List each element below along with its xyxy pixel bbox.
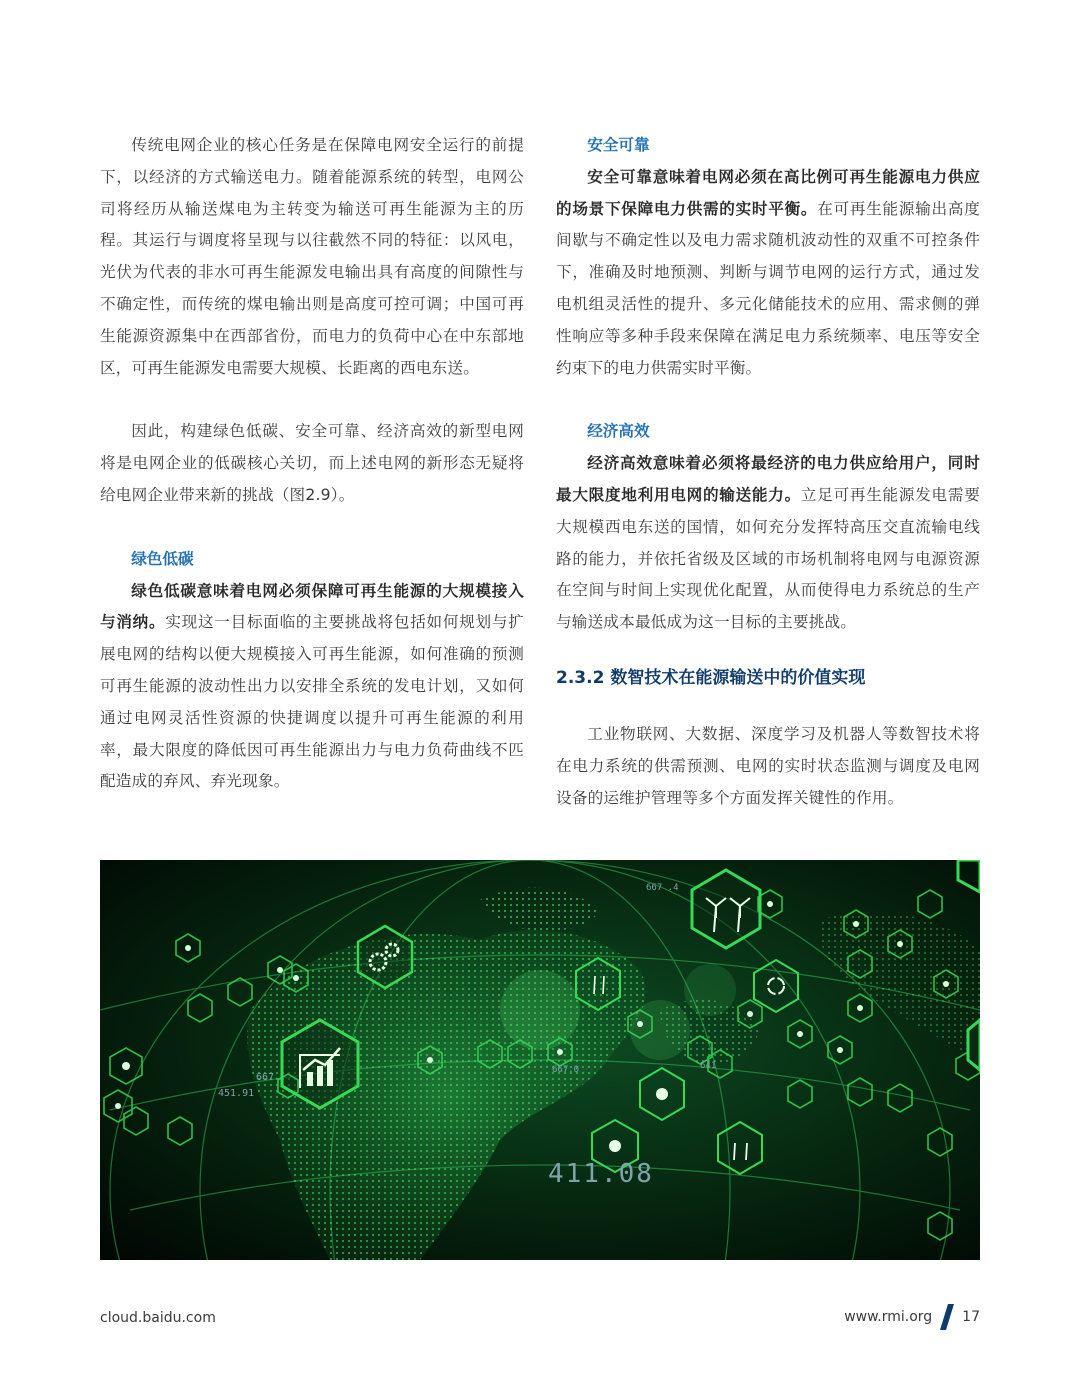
digital-globe-illustration — [100, 860, 980, 1260]
footer-right — [844, 1304, 980, 1330]
paragraph-challenges: 因此，构建绿色低碳、安全可靠、经济高效的新型电网将是电网企业的低碳核心关切，而上述电网的新形态无疑将给电网企业带来新的挑战（图2.9）。 — [100, 422, 524, 504]
slash-divider-icon — [940, 1304, 954, 1330]
econ-body-text: 立足可再生能源发电需要大规模西电东送的国情，如何充分发挥特高压交直流输电线路的能力，并依托省级及区域的市场机制将电网与电源资源在空间与时间上实现优化配置，从而使得电力系统总的生产与输送成本最低成为这一目标的主要挑战。 — [556, 485, 980, 632]
footer-source-right: www.rmi.org — [844, 1309, 933, 1325]
subhead-safe-reliable: 安全可靠 — [587, 136, 650, 154]
readout-main: 411.08 — [548, 1159, 654, 1189]
paragraph-intro: 传统电网企业的核心任务是在保障电网安全运行的前提下，以经济的方式输送电力。随着能源系统的转型，电网公司将经历从输送煤电为主转变为输送可再生能源为主的历程。其运行与调度将呈现与以往截然不同的特征：以风电，光伏为代表的非水可再生能源发电输出具有高度的间隙性与不确定性，而传统的煤电输出则是高度可控可调；中国可再生能源资源集中在西部省份，而电力的负荷中心在中东部地区，可再生能源发电需要大规模、长距离的西电东送。 — [100, 136, 524, 377]
paragraph-digital-tech: 工业物联网、大数据、深度学习及机器人等数智技术将在电力系统的供需预测、电网的实时状态监测与调度及电网设备的运维护管理等多个方面发挥关键性的作用。 — [556, 724, 980, 807]
section-title-2-3-2: 2.3.2 数智技术在能源输送中的价值实现 — [556, 667, 866, 688]
readout-a: 451.91 — [218, 1088, 255, 1099]
safe-lead-sentence: 安全可靠意味着电网必须在高比例可再生能源电力供应的场景下保障电力供需的实时平衡。 — [556, 167, 980, 218]
globe-svg — [100, 860, 980, 1260]
page-number: 17 — [962, 1309, 980, 1325]
readout-c: 667.0 — [552, 1065, 580, 1075]
safe-body-text: 在可再生能源输出高度间歇与不确定性以及电力需求随机波动性的双重不可控条件下，准确及时地预测、判断与调节电网的运行方式，通过发电机组灵活性的提升、多元化储能技术的应用、需求侧的弹性响应等多种手段来保障在满足电力系统频率、电压等安全约束下的电力供需实时平衡。 — [556, 199, 980, 377]
green-body-text: 实现这一目标面临的主要挑战将包括如何规划与扩展电网的结构以便大规模接入可再生能源，如何准确的预测可再生能源的波动性出力以安排全系统的发电计划，又如何通过电网灵活性资源的快捷调度以提升可再生能源的利用率，最大限度的降低因可再生能源出力与电力负荷曲线不匹配造成的弃风、弃光现象。 — [100, 613, 524, 791]
paragraph-green-low-carbon — [100, 576, 524, 799]
subhead-green-low-carbon: 绿色低碳 — [131, 549, 194, 568]
right-column — [556, 130, 980, 814]
paragraph-safe-reliable — [556, 162, 980, 385]
subhead-economic-efficient: 经济高效 — [587, 422, 650, 441]
green-lead-sentence: 绿色低碳意味着电网必须保障可再生能源的大规模接入与消纳。 — [100, 581, 524, 632]
readout-d: 641 — [700, 1061, 717, 1071]
readout-b: 667 — [256, 1072, 275, 1083]
left-column — [100, 130, 524, 798]
edge-hex — [968, 1020, 980, 1070]
readout-e: 667 .4 — [646, 883, 679, 893]
footer-source-left: cloud.baidu.com — [100, 1310, 216, 1326]
econ-lead-sentence: 经济高效意味着必须将最经济的电力供应给用户，同时最大限度地利用电网的输送能力。 — [556, 454, 980, 504]
paragraph-economic-efficient — [556, 448, 980, 639]
